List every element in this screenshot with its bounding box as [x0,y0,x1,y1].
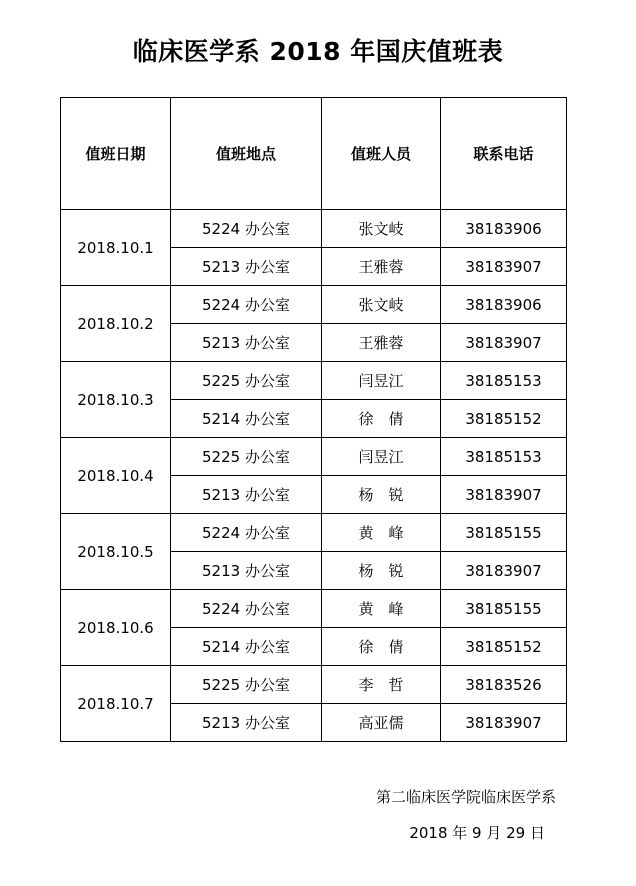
person-cell: 徐 倩 [322,400,441,438]
phone-cell: 38185152 [441,400,567,438]
place-cell: 5213 办公室 [171,704,322,742]
table-row [61,514,567,552]
phone-cell: 38185153 [441,362,567,400]
place-cell: 5213 办公室 [171,476,322,514]
person-cell: 闫昱江 [322,362,441,400]
header-place: 值班地点 [171,98,322,210]
table-row [61,590,567,628]
place-cell: 5224 办公室 [171,514,322,552]
person-cell: 杨 锐 [322,552,441,590]
person-cell: 黄 峰 [322,514,441,552]
phone-cell: 38183906 [441,286,567,324]
duty-table [60,97,567,742]
date-cell: 2018.10.7 [61,666,171,742]
table-header-row [61,98,567,210]
phone-cell: 38183907 [441,552,567,590]
page-title: 临床医学系 2018 年国庆值班表 [132,37,504,66]
person-cell: 高亚儒 [322,704,441,742]
date-cell: 2018.10.1 [61,210,171,286]
place-cell: 5225 办公室 [171,438,322,476]
phone-cell: 38185153 [441,438,567,476]
phone-cell: 38183907 [441,248,567,286]
person-cell: 王雅蓉 [322,324,441,362]
person-cell: 杨 锐 [322,476,441,514]
table-row [61,438,567,476]
header-phone: 联系电话 [441,98,567,210]
phone-cell: 38183907 [441,704,567,742]
person-cell: 闫昱江 [322,438,441,476]
place-cell: 5213 办公室 [171,324,322,362]
date-cell: 2018.10.5 [61,514,171,590]
issuing-organization: 第二临床医学院临床医学系 [375,788,556,806]
phone-cell: 38185152 [441,628,567,666]
phone-cell: 38183906 [441,210,567,248]
phone-cell: 38183907 [441,476,567,514]
header-person: 值班人员 [322,98,441,210]
place-cell: 5225 办公室 [171,362,322,400]
place-cell: 5214 办公室 [171,400,322,438]
place-cell: 5213 办公室 [171,552,322,590]
header-date: 值班日期 [61,98,171,210]
place-cell: 5213 办公室 [171,248,322,286]
date-cell: 2018.10.4 [61,438,171,514]
issue-date: 2018 年 9 月 29 日 [409,824,545,842]
phone-cell: 38185155 [441,514,567,552]
table-row [61,362,567,400]
table-row [61,286,567,324]
person-cell: 李 哲 [322,666,441,704]
place-cell: 5224 办公室 [171,590,322,628]
person-cell: 黄 峰 [322,590,441,628]
person-cell: 王雅蓉 [322,248,441,286]
person-cell: 徐 倩 [322,628,441,666]
place-cell: 5224 办公室 [171,286,322,324]
phone-cell: 38183526 [441,666,567,704]
date-cell: 2018.10.3 [61,362,171,438]
person-cell: 张文岐 [322,210,441,248]
date-cell: 2018.10.6 [61,590,171,666]
table-row [61,210,567,248]
date-cell: 2018.10.2 [61,286,171,362]
place-cell: 5224 办公室 [171,210,322,248]
person-cell: 张文岐 [322,286,441,324]
table-row [61,666,567,704]
phone-cell: 38185155 [441,590,567,628]
place-cell: 5214 办公室 [171,628,322,666]
phone-cell: 38183907 [441,324,567,362]
place-cell: 5225 办公室 [171,666,322,704]
